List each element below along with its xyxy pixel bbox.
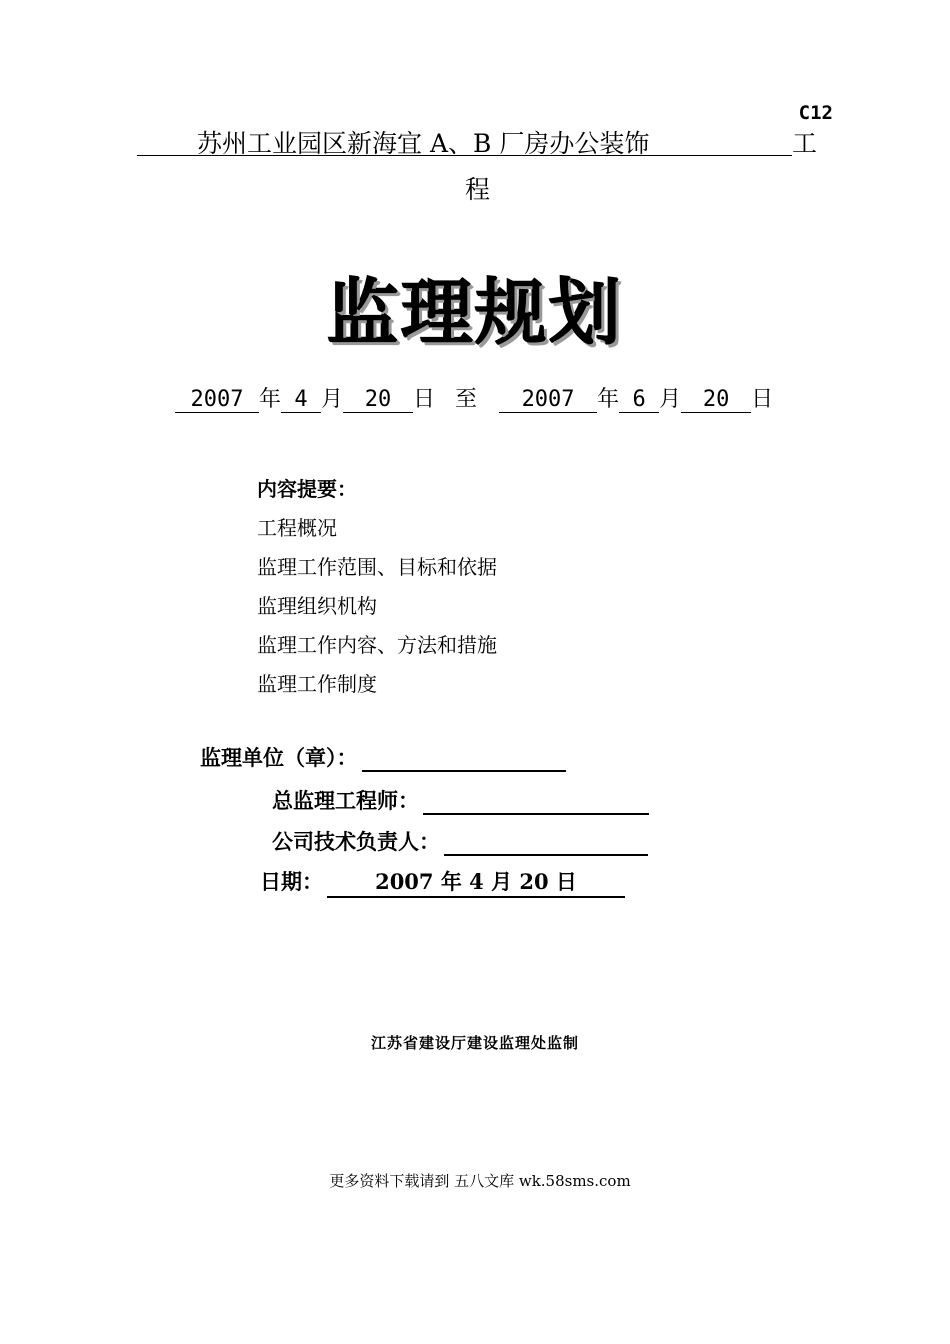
chief-engineer-label: 总监理工程师： xyxy=(272,789,419,813)
end-day: 20 xyxy=(681,387,751,413)
footer-note: 更多资料下载请到 五八文库 wk.58sms.com xyxy=(329,1172,631,1190)
year-label-2: 年 xyxy=(597,387,620,412)
issuer: 江苏省建设厅建设监理处监制 xyxy=(370,1034,579,1052)
supervision-unit-label: 监理单位（章）： xyxy=(200,746,358,770)
summary-heading: 内容提要： xyxy=(257,477,357,501)
day-label-2: 日 xyxy=(751,387,774,412)
period-row xyxy=(175,382,773,413)
supervision-unit-row xyxy=(200,742,566,772)
month-label: 月 xyxy=(321,387,344,412)
to-label: 至 xyxy=(455,387,478,412)
summary-item: 监理工作内容、方法和措施 xyxy=(257,633,497,657)
tech-lead-label: 公司技术负责人： xyxy=(272,830,440,854)
project-name-line2: 程 xyxy=(465,175,491,204)
end-year: 2007 xyxy=(499,387,597,413)
form-code: C12 xyxy=(798,102,833,124)
supervision-unit-field[interactable] xyxy=(362,748,566,772)
summary-item: 工程概况 xyxy=(257,516,337,540)
date-label: 日期： xyxy=(260,870,323,894)
start-day: 20 xyxy=(343,387,413,413)
summary-item: 监理工作制度 xyxy=(257,672,377,696)
document-title: 监理规划 xyxy=(326,271,623,355)
tech-lead-field[interactable] xyxy=(444,832,648,856)
start-month: 4 xyxy=(281,387,321,413)
project-name xyxy=(137,124,817,158)
summary-item: 监理组织机构 xyxy=(257,594,377,618)
date-field[interactable]: 2007 年 4 月 20 日 xyxy=(327,866,625,898)
tech-lead-row xyxy=(272,826,648,856)
chief-engineer-row xyxy=(272,785,649,815)
date-row xyxy=(260,866,625,898)
chief-engineer-field[interactable] xyxy=(423,791,649,815)
project-name-tail: 工 xyxy=(792,129,818,158)
year-label: 年 xyxy=(259,387,282,412)
project-name-line1: 苏州工业园区新海宜 A、B 厂房办公装饰 xyxy=(197,129,650,158)
day-label: 日 xyxy=(413,387,436,412)
summary-item: 监理工作范围、目标和依据 xyxy=(257,555,497,579)
summary-section xyxy=(257,470,497,704)
month-label-2: 月 xyxy=(659,387,682,412)
start-year: 2007 xyxy=(175,387,259,413)
end-month: 6 xyxy=(619,387,659,413)
